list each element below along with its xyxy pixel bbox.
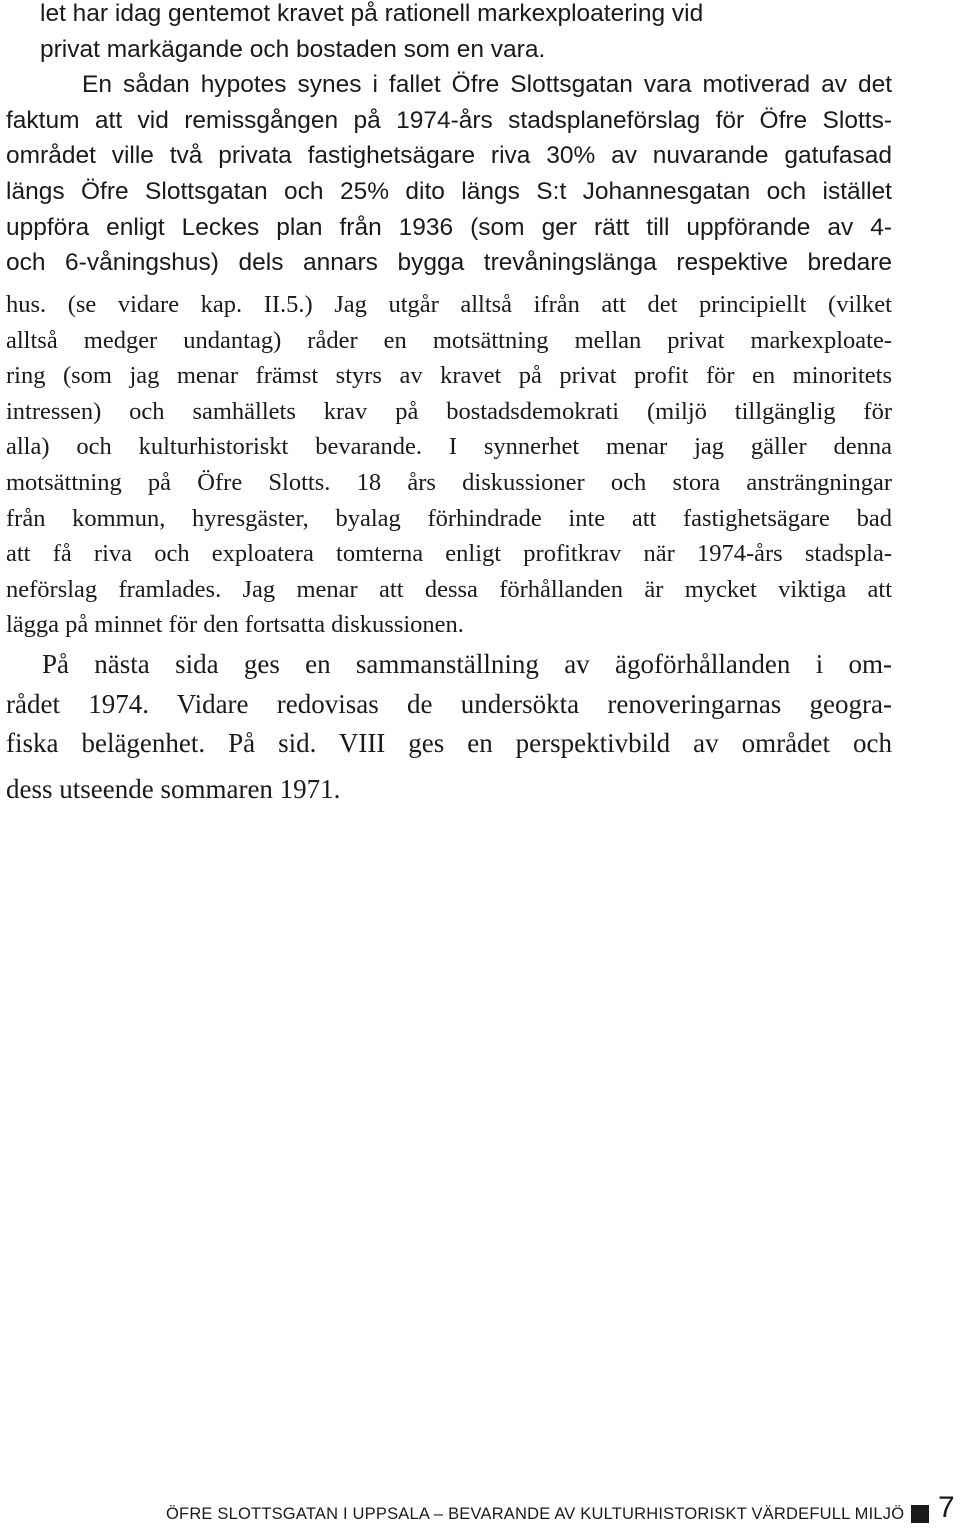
text-line: dess utseende sommaren 1971. [6,773,341,804]
page-number: 7 [938,1491,955,1524]
closing-paragraph [6,645,892,809]
text-line: En sådan hypotes synes i fallet Öfre Slottsgatan vara motiverad av det [82,71,892,99]
text-line: faktum att vid remissgången på 1974-års stadsplaneförslag för Öfre Slotts- [6,106,892,134]
text-line: rådet 1974. Vidare redovisas de undersökta renoveringarnas geogra- [6,688,892,719]
text-line: att få riva och exploatera tomterna enligt profitkrav när 1974-års stadspla- [6,540,892,568]
text-line: fiska belägenhet. På sid. VIII ges en perspektivbild av området och [6,728,892,758]
text-line: alltså medger undantag) råder en motsättning mellan privat markexploate- [6,326,892,354]
text-line: lägga på minnet för den fortsatta diskussionen. [6,611,464,639]
text-line: privat markägande och bostaden som en vara. [40,35,546,63]
footer-title: ÖFRE SLOTTSGATAN I UPPSALA – BEVARANDE AV KULTURHISTORISKT VÄRDEFULL MILJÖ [166,1504,905,1523]
body-paragraph [6,287,892,643]
text-line: intressen) och samhällets krav på bostadsdemokrati (miljö tillgänglig för [6,397,892,425]
text-line: uppföra enligt Leckes plan från 1936 (som ger rätt till uppförande av 4- [6,213,892,241]
text-line: alla) och kulturhistoriskt bevarande. I synnerhet menar jag gäller denna [6,433,892,461]
square-icon [911,1505,929,1523]
text-line: let har idag gentemot kravet på rationell markexploatering vid [40,0,704,27]
page-footer [166,1496,929,1532]
text-line: längs Öfre Slottsgatan och 25% dito längs S:t Johannesgatan och istället [6,177,892,205]
intro-paragraphs [6,0,892,281]
text-line: hus. (se vidare kap. II.5.) Jag utgår alltså ifrån att det principiellt (vilket [6,291,892,318]
text-line: På nästa sida ges en sammanställning av ägoförhållanden i om- [42,649,892,679]
text-line: området ville två privata fastighetsägare riva 30% av nuvarande gatufasad [6,142,892,170]
text-line: ring (som jag menar främst styrs av kravet på privat profit för en minoritets [6,362,892,390]
text-line: från kommun, hyresgäster, byalag förhindrade inte att fastighetsägare bad [6,504,892,532]
text-line: neförslag framlades. Jag menar att dessa förhållanden är mycket viktiga att [6,575,892,603]
text-line: motsättning på Öfre Slotts. 18 års diskussioner och stora ansträngningar [6,468,892,496]
text-line: och 6-våningshus) dels annars bygga trevåningslänga respektive bredare [6,249,892,277]
